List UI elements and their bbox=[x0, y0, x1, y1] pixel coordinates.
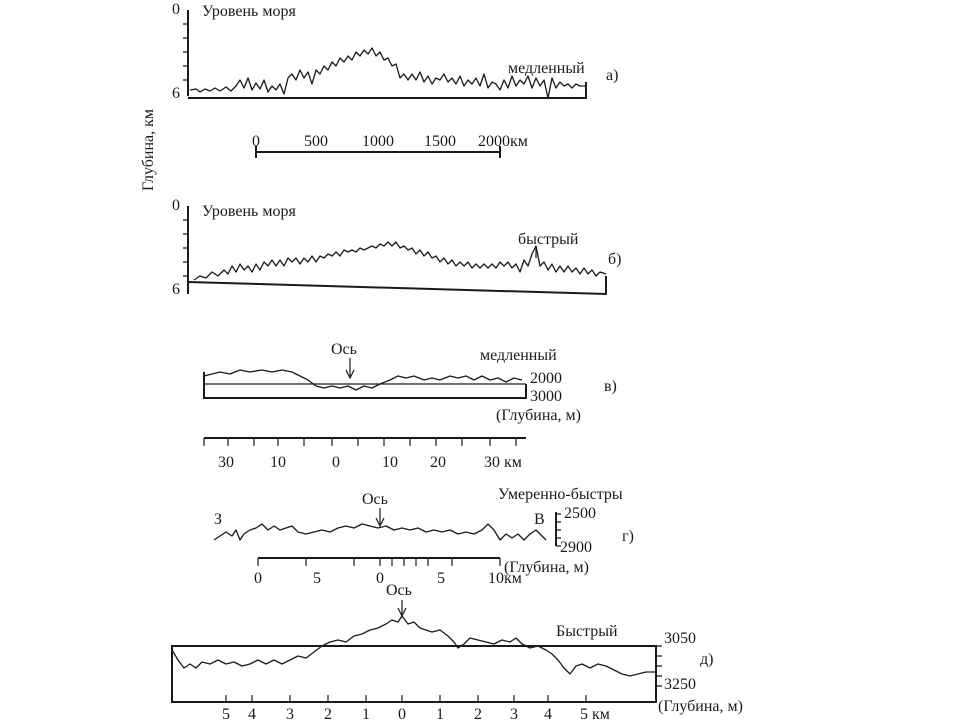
panel-b-top-tick: 0 bbox=[172, 197, 180, 214]
panel-d-scale-tick-0: 0 bbox=[254, 570, 262, 587]
panel-e-scale-ticks bbox=[226, 695, 586, 702]
panel-d-axis-arrow bbox=[376, 508, 384, 526]
panel-a bbox=[172, 1, 618, 102]
panel-b-frame bbox=[188, 276, 606, 294]
panel-e-speed-label: Быстрый bbox=[556, 623, 618, 640]
panel-d-scale-tick-1: 5 bbox=[313, 570, 321, 587]
y-axis-label: Глубина, км bbox=[140, 108, 157, 192]
panel-a-letter: а) bbox=[606, 67, 619, 84]
panel-b-speed-label: быстрый bbox=[518, 231, 579, 248]
panel-c-scale-tick-3: 10 bbox=[382, 454, 398, 471]
panel-a-bottom-tick: 6 bbox=[172, 85, 180, 102]
panel-d-depth-bottom: 2900 bbox=[560, 539, 592, 556]
panel-b-letter: б) bbox=[608, 251, 622, 268]
panel-d-scale-tick-3: 5 bbox=[437, 570, 445, 587]
panel-e-scale-tick-4: 1 bbox=[362, 706, 370, 720]
panel-a-speed-label: медленный bbox=[508, 60, 585, 77]
panel-c-scale-tick-1: 10 bbox=[270, 454, 286, 471]
panel-e-scale-tick-8: 3 bbox=[510, 706, 518, 720]
panel-d-scale-tick-2: 0 bbox=[376, 570, 384, 587]
panel-c-scale-tick-4: 20 bbox=[430, 454, 446, 471]
panel-d-depth-top: 2500 bbox=[564, 505, 596, 522]
panel-a-scale-tick-3: 1500 bbox=[424, 133, 456, 150]
panel-d-axis-label: Ось bbox=[362, 491, 388, 508]
panel-d-scale-ticks bbox=[258, 558, 500, 566]
panel-c-depth-caption: (Глубина, м) bbox=[496, 407, 581, 424]
panel-d-scale-tick-4: 10км bbox=[488, 570, 522, 587]
panel-e-scale-tick-1: 4 bbox=[248, 706, 256, 720]
panel-a-top-tick: 0 bbox=[172, 1, 180, 18]
panel-e-depth-caption: (Глубина, м) bbox=[658, 698, 743, 715]
panel-c-scale-tick-2: 0 bbox=[332, 454, 340, 471]
panel-e bbox=[172, 582, 743, 720]
panel-e-scale-tick-5: 0 bbox=[398, 706, 406, 720]
panel-d-east-label: В bbox=[534, 511, 545, 528]
panel-e-frame bbox=[172, 646, 656, 702]
panel-e-axis-arrow bbox=[398, 600, 406, 616]
panel-a-scale-tick-4: 2000км bbox=[478, 133, 528, 150]
panel-e-axis-label: Ось bbox=[386, 582, 412, 599]
panel-c-scale-bar bbox=[204, 438, 526, 471]
panel-c-depth-bottom: 3000 bbox=[530, 388, 562, 405]
panel-e-scale-tick-2: 3 bbox=[286, 706, 294, 720]
panel-e-scale-tick-0: 5 bbox=[222, 706, 230, 720]
panel-b-sea-level-label: Уровень моря bbox=[202, 203, 296, 220]
panel-d-west-label: З bbox=[214, 511, 223, 528]
panel-e-depth-bottom: 3250 bbox=[664, 676, 696, 693]
panel-c-axis-arrow bbox=[346, 358, 354, 378]
panel-c bbox=[204, 341, 617, 424]
panel-d-letter: г) bbox=[622, 528, 634, 545]
panel-c-scale-ticks bbox=[204, 438, 516, 446]
panel-c-scale-tick-0: 30 bbox=[218, 454, 234, 471]
panel-a-scale-tick-0: 0 bbox=[252, 133, 260, 150]
panel-e-scale-tick-9: 4 bbox=[544, 706, 552, 720]
panel-b-bottom-tick: 6 bbox=[172, 281, 180, 298]
panel-e-scale-tick-7: 2 bbox=[474, 706, 482, 720]
panel-e-scale-tick-6: 1 bbox=[436, 706, 444, 720]
panel-a-scale-tick-1: 500 bbox=[304, 133, 328, 150]
panel-a-sea-level-label: Уровень моря bbox=[202, 3, 296, 20]
panel-a-scale-bar bbox=[252, 133, 528, 158]
panel-a-frame bbox=[188, 82, 586, 98]
panel-c-axis-label: Ось bbox=[331, 341, 357, 358]
panel-d-speed-label: Умеренно-быстры bbox=[498, 486, 623, 503]
panel-c-depth-top: 2000 bbox=[530, 370, 562, 387]
panel-c-frame bbox=[204, 372, 526, 398]
panel-e-depth-top: 3050 bbox=[664, 630, 696, 647]
panel-d-depth-caption: (Глубина, м) bbox=[504, 559, 589, 576]
panel-e-scale-tick-3: 2 bbox=[324, 706, 332, 720]
panel-c-speed-label: медленный bbox=[480, 347, 557, 364]
panel-b bbox=[172, 197, 621, 298]
panel-e-letter: д) bbox=[700, 651, 714, 668]
panel-a-scale-tick-2: 1000 bbox=[362, 133, 394, 150]
panel-c-scale-tick-5: 30 км bbox=[484, 454, 522, 471]
panel-e-scale-tick-10: 5 км bbox=[580, 706, 610, 720]
panel-d bbox=[214, 486, 634, 576]
panel-c-letter: в) bbox=[604, 378, 617, 395]
panel-c-profile bbox=[204, 370, 522, 390]
